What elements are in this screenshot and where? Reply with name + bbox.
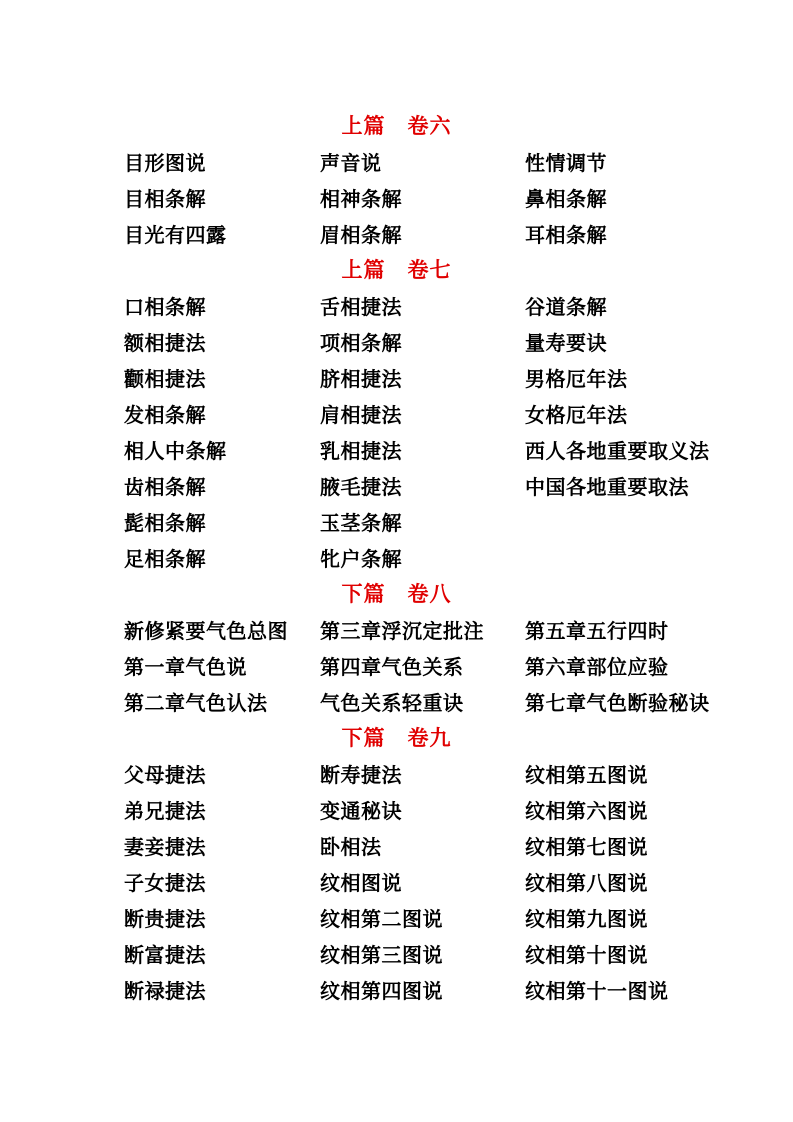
toc-entry: 纹相第九图说 xyxy=(525,906,648,931)
toc-section xyxy=(0,575,793,719)
toc-entry: 髭相条解 xyxy=(124,510,206,535)
toc-entry: 玉茎条解 xyxy=(320,510,402,535)
toc-entry: 腋毛捷法 xyxy=(320,474,402,499)
toc-entry: 舌相捷法 xyxy=(320,294,402,319)
toc-row xyxy=(0,179,793,215)
section-title: 上篇 卷七 xyxy=(341,258,452,282)
toc-entry: 肩相捷法 xyxy=(320,402,402,427)
toc-row xyxy=(0,143,793,179)
section-title: 下篇 卷八 xyxy=(341,582,452,606)
toc-entry: 弟兄捷法 xyxy=(124,798,206,823)
toc-entry: 父母捷法 xyxy=(124,762,206,787)
toc-entry: 纹相第四图说 xyxy=(320,978,443,1003)
section-rows xyxy=(0,755,793,1007)
toc-entry: 相神条解 xyxy=(320,186,402,211)
toc-entry: 西人各地重要取义法 xyxy=(525,438,710,463)
toc-section xyxy=(0,107,793,251)
toc-entry: 断禄捷法 xyxy=(124,978,206,1003)
table-of-contents xyxy=(0,107,793,1007)
toc-entry: 气色关系轻重诀 xyxy=(320,690,464,715)
toc-entry: 第二章气色认法 xyxy=(124,690,268,715)
toc-entry: 第五章五行四时 xyxy=(525,618,669,643)
toc-entry: 断寿捷法 xyxy=(320,762,402,787)
toc-entry: 第三章浮沉定批注 xyxy=(320,618,484,643)
section-rows xyxy=(0,611,793,719)
section-title: 下篇 卷九 xyxy=(341,726,452,750)
toc-entry: 第四章气色关系 xyxy=(320,654,464,679)
toc-entry: 第六章部位应验 xyxy=(525,654,669,679)
toc-row xyxy=(0,611,793,647)
toc-entry: 第一章气色说 xyxy=(124,654,247,679)
toc-row xyxy=(0,467,793,503)
toc-entry: 鼻相条解 xyxy=(525,186,607,211)
toc-row xyxy=(0,683,793,719)
toc-entry: 性情调节 xyxy=(525,150,607,175)
toc-entry: 相人中条解 xyxy=(124,438,227,463)
toc-entry: 纹相图说 xyxy=(320,870,402,895)
toc-row xyxy=(0,215,793,251)
toc-entry: 口相条解 xyxy=(124,294,206,319)
toc-entry: 额相捷法 xyxy=(124,330,206,355)
toc-entry: 中国各地重要取法 xyxy=(525,474,689,499)
toc-row xyxy=(0,395,793,431)
toc-entry: 脐相捷法 xyxy=(320,366,402,391)
section-header-line xyxy=(0,251,793,287)
toc-entry: 新修紧要气色总图 xyxy=(124,618,288,643)
toc-entry: 纹相第三图说 xyxy=(320,942,443,967)
toc-entry: 断贵捷法 xyxy=(124,906,206,931)
toc-row xyxy=(0,899,793,935)
toc-entry: 量寿要诀 xyxy=(525,330,607,355)
toc-entry: 变通秘诀 xyxy=(320,798,402,823)
toc-entry: 妻妾捷法 xyxy=(124,834,206,859)
toc-entry: 耳相条解 xyxy=(525,222,607,247)
toc-entry: 发相条解 xyxy=(124,402,206,427)
toc-entry: 断富捷法 xyxy=(124,942,206,967)
toc-row xyxy=(0,503,793,539)
toc-section xyxy=(0,251,793,575)
toc-entry: 纹相第八图说 xyxy=(525,870,648,895)
section-rows xyxy=(0,143,793,251)
toc-entry: 颧相捷法 xyxy=(124,366,206,391)
toc-row xyxy=(0,971,793,1007)
toc-row xyxy=(0,539,793,575)
toc-row xyxy=(0,863,793,899)
toc-entry: 女格厄年法 xyxy=(525,402,628,427)
toc-entry: 齿相条解 xyxy=(124,474,206,499)
section-header-line xyxy=(0,107,793,143)
section-header-line xyxy=(0,719,793,755)
toc-entry: 项相条解 xyxy=(320,330,402,355)
toc-entry: 卧相法 xyxy=(320,834,382,859)
toc-row xyxy=(0,647,793,683)
toc-entry: 第七章气色断验秘诀 xyxy=(525,690,710,715)
section-title: 上篇 卷六 xyxy=(341,114,452,138)
toc-row xyxy=(0,323,793,359)
toc-entry: 纹相第七图说 xyxy=(525,834,648,859)
toc-entry: 牝户条解 xyxy=(320,546,402,571)
toc-row xyxy=(0,755,793,791)
toc-entry: 目形图说 xyxy=(124,150,206,175)
toc-entry: 男格厄年法 xyxy=(525,366,628,391)
toc-entry: 谷道条解 xyxy=(525,294,607,319)
toc-entry: 纹相第十图说 xyxy=(525,942,648,967)
toc-entry: 乳相捷法 xyxy=(320,438,402,463)
toc-entry: 纹相第六图说 xyxy=(525,798,648,823)
toc-row xyxy=(0,359,793,395)
toc-entry: 足相条解 xyxy=(124,546,206,571)
toc-entry: 纹相第二图说 xyxy=(320,906,443,931)
section-header-line xyxy=(0,575,793,611)
toc-entry: 眉相条解 xyxy=(320,222,402,247)
toc-entry: 目光有四露 xyxy=(124,222,227,247)
toc-entry: 纹相第十一图说 xyxy=(525,978,669,1003)
toc-row xyxy=(0,431,793,467)
toc-entry: 目相条解 xyxy=(124,186,206,211)
toc-entry: 子女捷法 xyxy=(124,870,206,895)
toc-entry: 声音说 xyxy=(320,150,382,175)
section-rows xyxy=(0,287,793,575)
toc-row xyxy=(0,827,793,863)
toc-entry: 纹相第五图说 xyxy=(525,762,648,787)
toc-row xyxy=(0,791,793,827)
toc-row xyxy=(0,287,793,323)
toc-section xyxy=(0,719,793,1007)
toc-row xyxy=(0,935,793,971)
